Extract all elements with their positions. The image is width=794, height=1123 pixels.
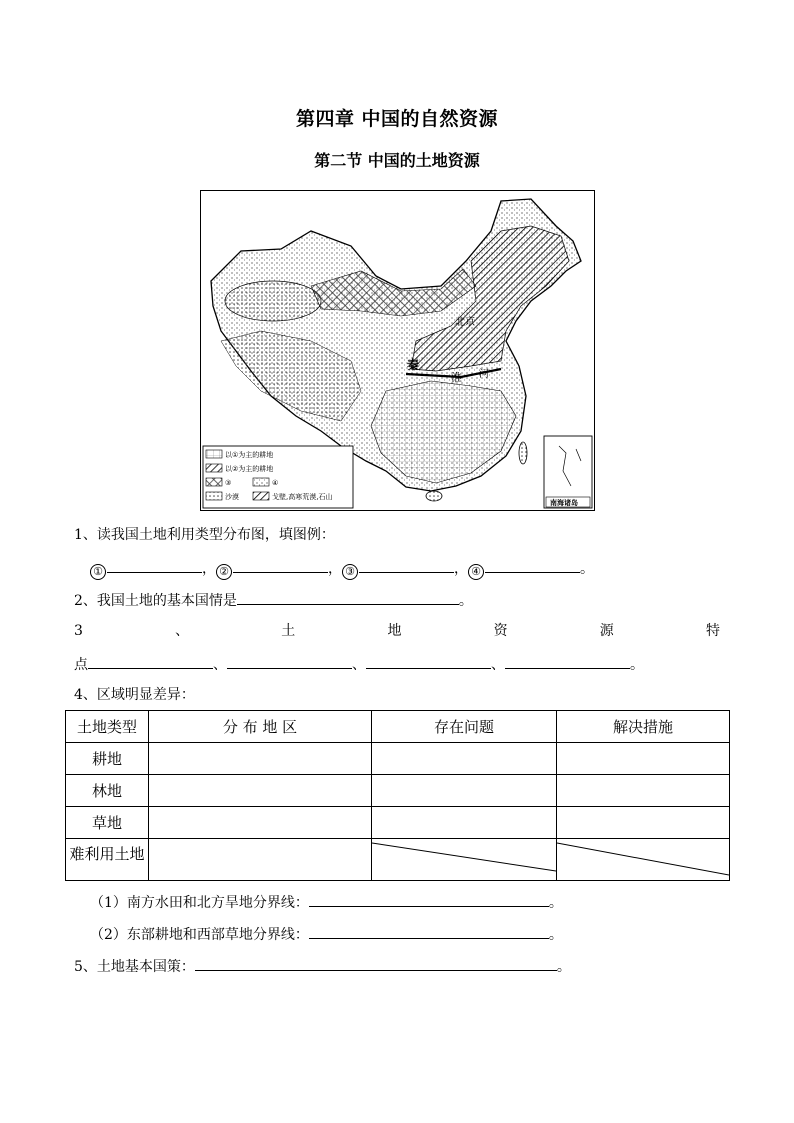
he-label: 河 <box>479 369 489 380</box>
question-3: 3 、 土 地 资 源 特 <box>74 623 720 639</box>
huai-label: 淮 <box>451 371 462 384</box>
table-header-cell: 分 布 地 区 <box>149 711 372 743</box>
land-use-map <box>200 190 595 511</box>
answer-blank-10[interactable] <box>309 892 549 907</box>
row-label: 林地 <box>66 775 149 807</box>
diagonal-slash <box>372 839 556 881</box>
table-row <box>66 839 730 881</box>
land-type-table <box>65 710 730 881</box>
question-1: 1、读我国土地利用类型分布图，填图例： <box>74 527 335 543</box>
sub-question-2: （2）东部耕地和西部草地分界线： 。 <box>90 924 563 944</box>
answer-blank-11[interactable] <box>309 924 549 939</box>
answer-cell[interactable] <box>149 839 372 881</box>
section-title: 第二节 中国的土地资源 <box>314 151 480 170</box>
answer-cell[interactable] <box>372 743 557 775</box>
question-1-blanks: ① ， ② ， ③ ， ④ 。 <box>90 558 594 580</box>
question-4: 4、区域明显差异： <box>74 687 195 703</box>
desert-region <box>225 281 321 321</box>
legend-mark-2: ② <box>216 564 232 580</box>
legend-item-2: 以②为主的耕地 <box>225 465 274 473</box>
legend-mark-3: ③ <box>342 564 358 580</box>
crossed-cell <box>372 839 557 881</box>
answer-cell[interactable] <box>149 775 372 807</box>
answer-blank-8[interactable] <box>366 654 491 669</box>
legend-item-5: 沙漠 <box>225 493 239 501</box>
table-row <box>66 743 730 775</box>
sub-question-1: （1）南方水田和北方旱地分界线： 。 <box>90 892 563 912</box>
answer-blank-2[interactable] <box>233 558 328 573</box>
row-label: 草地 <box>66 807 149 839</box>
question-5: 5、土地基本国策： 。 <box>74 956 571 976</box>
answer-cell[interactable] <box>557 743 730 775</box>
answer-blank-5[interactable] <box>237 590 459 605</box>
table-header-cell: 土地类型 <box>66 711 149 743</box>
answer-cell[interactable] <box>149 807 372 839</box>
question-2: 2、我国土地的基本国情是 。 <box>74 590 473 610</box>
answer-blank-12[interactable] <box>195 956 557 971</box>
table-row <box>66 775 730 807</box>
chapter-title: 第四章 中国的自然资源 <box>295 108 499 130</box>
legend-item-3: ③ <box>225 479 232 487</box>
table-row <box>66 807 730 839</box>
question-3-blanks: 点 、 、 、 。 <box>74 654 644 674</box>
answer-cell[interactable] <box>372 775 557 807</box>
answer-blank-3[interactable] <box>359 558 454 573</box>
answer-blank-7[interactable] <box>227 654 352 669</box>
answer-cell[interactable] <box>149 743 372 775</box>
qin-label: 秦 <box>407 358 420 372</box>
legend-mark-4: ④ <box>468 564 484 580</box>
answer-blank-1[interactable] <box>107 558 202 573</box>
answer-blank-4[interactable] <box>485 558 580 573</box>
answer-blank-9[interactable] <box>505 654 630 669</box>
table-header-cell: 存在问题 <box>372 711 557 743</box>
legend-item-1: 以①为主的耕地 <box>225 451 274 459</box>
answer-blank-6[interactable] <box>88 654 213 669</box>
crossed-cell <box>557 839 730 881</box>
row-label: 难利用土地 <box>66 839 149 881</box>
beijing-label: 北京 <box>455 317 475 328</box>
answer-cell[interactable] <box>372 807 557 839</box>
legend-item-6: 戈壁,高寒荒漠,石山 <box>272 493 333 501</box>
inset-label: 南海诸岛 <box>550 499 578 507</box>
diagonal-slash <box>557 839 729 881</box>
legend-item-4: ④ <box>272 479 279 487</box>
row-label: 耕地 <box>66 743 149 775</box>
table-header-cell: 解决措施 <box>557 711 730 743</box>
answer-cell[interactable] <box>557 807 730 839</box>
answer-cell[interactable] <box>557 775 730 807</box>
legend-mark-1: ① <box>90 564 106 580</box>
